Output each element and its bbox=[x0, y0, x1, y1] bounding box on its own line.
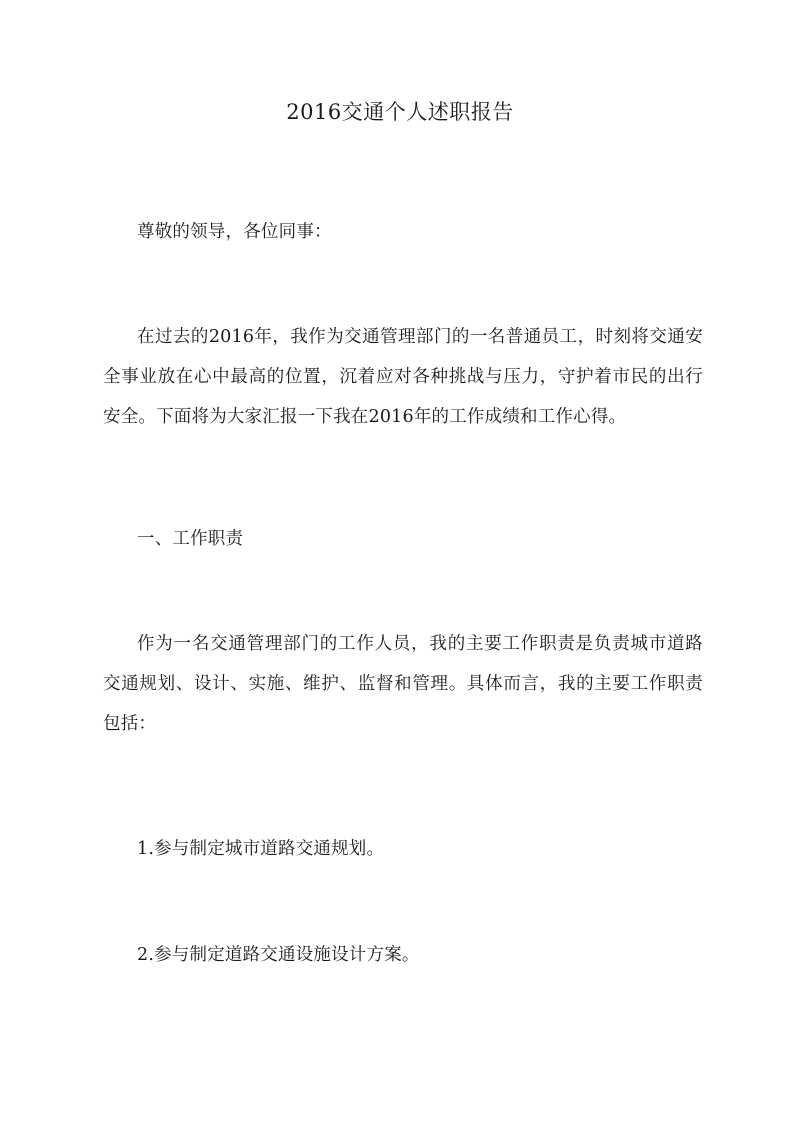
intro-paragraph: 在过去的2016年，我作为交通管理部门的一名普通员工，时刻将交通安全事业放在心中最高的位置，沉着应对各种挑战与压力，守护着市民的出行安全。下面将为大家汇报一下我在2016年的工作成绩和工作心得。 bbox=[103, 327, 703, 427]
greeting-paragraph: 尊敬的领导，各位同事： bbox=[137, 222, 332, 242]
section-heading-duties: 一、工作职责 bbox=[137, 529, 244, 549]
duty-list-item: 1.参与制定城市道路交通规划。 bbox=[137, 839, 385, 859]
duties-intro-paragraph: 作为一名交通管理部门的工作人员，我的主要工作职责是负责城市道路交通规划、设计、实施、维护、监督和管理。具体而言，我的主要工作职责包括： bbox=[103, 634, 703, 734]
document-title: 2016交通个人述职报告 bbox=[286, 100, 514, 124]
duty-list-item: 2.参与制定道路交通设施设计方案。 bbox=[137, 945, 420, 965]
